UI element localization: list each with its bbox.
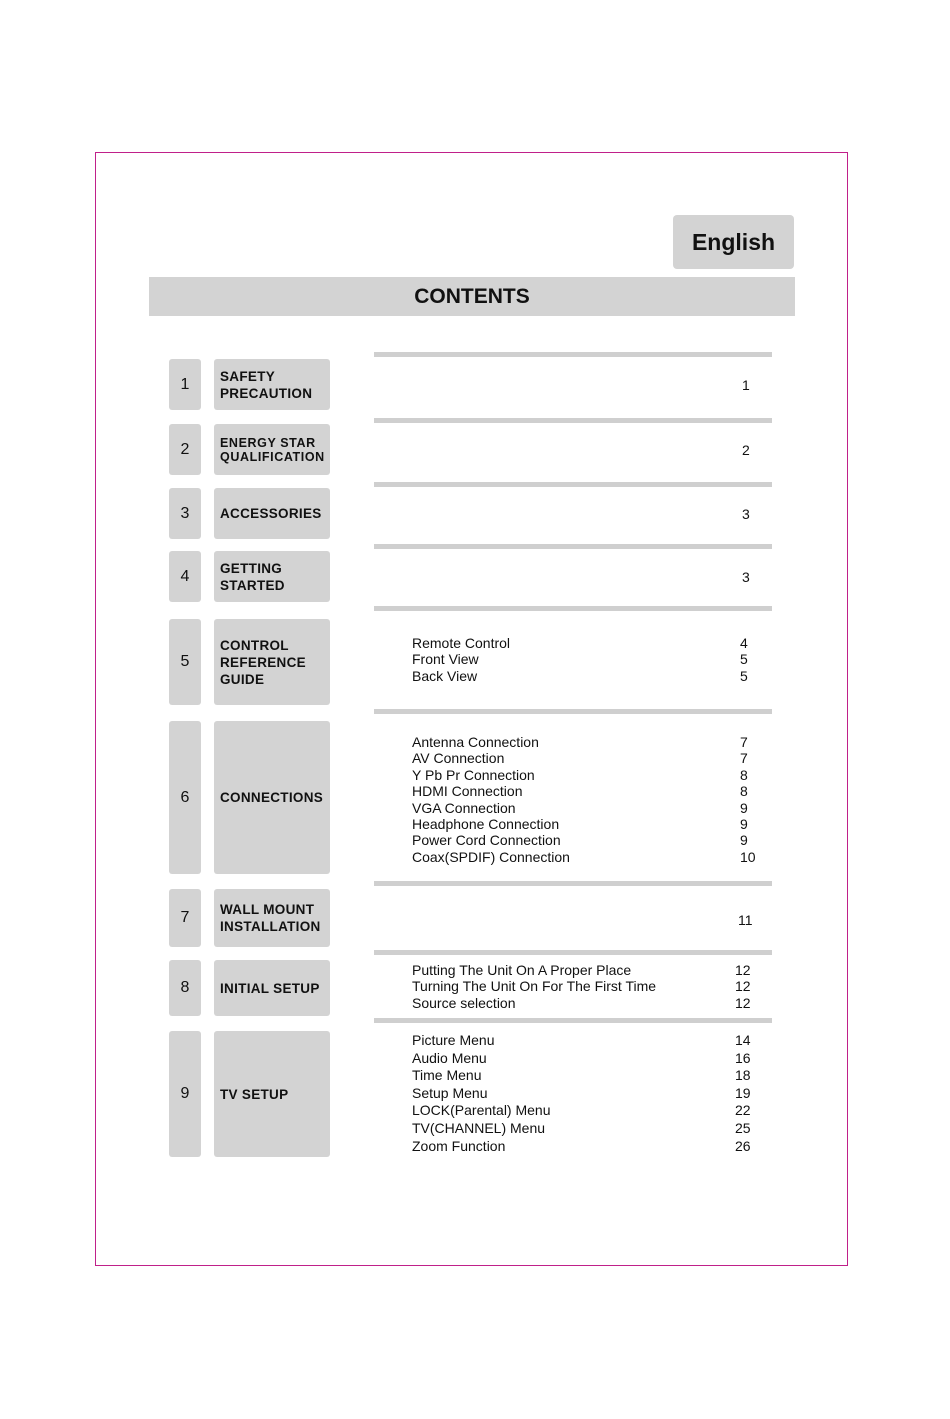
item-title: Headphone Connection: [412, 815, 560, 832]
toc-item[interactable]: [412, 651, 762, 667]
item-title: Power Cord Connection: [412, 832, 561, 849]
page-number: 12: [735, 978, 751, 995]
item-title: Front View: [412, 651, 479, 668]
section-divider: [374, 1018, 772, 1023]
toc-item[interactable]: [412, 849, 762, 865]
page-number: 9: [740, 815, 748, 832]
toc-section-7[interactable]: [0, 889, 950, 947]
item-title: Audio Menu: [412, 1049, 487, 1066]
item-title: Y Pb Pr Connection: [412, 766, 535, 783]
section-label: GETTING STARTED: [214, 551, 330, 602]
item-title: Setup Menu: [412, 1084, 488, 1101]
page-number: 5: [740, 667, 748, 684]
toc-section-3[interactable]: [0, 488, 950, 539]
toc-item-list: [412, 1032, 762, 1155]
page-number: 25: [735, 1119, 751, 1136]
toc-item[interactable]: [412, 1085, 762, 1103]
page-number: 4: [740, 635, 748, 651]
section-number: 3: [169, 488, 201, 539]
page-number[interactable]: 2: [742, 442, 750, 458]
item-title: Source selection: [412, 994, 516, 1011]
toc-item[interactable]: [412, 1067, 762, 1085]
page-number: 22: [735, 1102, 751, 1119]
toc-item[interactable]: [412, 783, 762, 799]
item-title: Coax(SPDIF) Connection: [412, 848, 570, 865]
section-divider: [374, 709, 772, 714]
section-number: 7: [169, 889, 201, 947]
section-number: 1: [169, 359, 201, 410]
page-number[interactable]: 11: [738, 912, 753, 928]
toc-section-4[interactable]: [0, 551, 950, 602]
page-number: 8: [740, 783, 748, 800]
toc-item[interactable]: [412, 816, 762, 832]
toc-item[interactable]: [412, 668, 762, 684]
page-number: 7: [740, 734, 748, 750]
section-divider: [374, 352, 772, 357]
item-title: Turning The Unit On For The First Time: [412, 978, 657, 995]
toc-section-1[interactable]: [0, 359, 950, 410]
toc-item[interactable]: [412, 995, 762, 1011]
page-number: 5: [740, 651, 748, 668]
item-title: Antenna Connection: [412, 734, 539, 750]
section-divider: [374, 606, 772, 611]
item-title: HDMI Connection: [412, 783, 523, 800]
section-label: INITIAL SETUP: [214, 960, 330, 1016]
toc-item-list: [412, 635, 762, 684]
section-label: ACCESSORIES: [214, 488, 330, 539]
page-number[interactable]: 3: [742, 569, 750, 585]
toc-item[interactable]: [412, 750, 762, 766]
toc-item[interactable]: [412, 635, 762, 651]
toc-item[interactable]: [412, 800, 762, 816]
section-number: 8: [169, 960, 201, 1016]
page-number: 8: [740, 766, 748, 783]
toc-item[interactable]: [412, 767, 762, 783]
page-number: 7: [740, 750, 748, 767]
language-tab: English: [673, 215, 794, 269]
page-number[interactable]: 3: [742, 506, 750, 522]
section-number: 4: [169, 551, 201, 602]
section-label: WALL MOUNT INSTALLATION: [214, 889, 330, 947]
item-title: Remote Control: [412, 635, 511, 651]
section-divider: [374, 544, 772, 549]
section-number: 9: [169, 1031, 201, 1157]
section-number: 6: [169, 721, 201, 874]
page-number: 14: [735, 1032, 751, 1048]
item-title: Picture Menu: [412, 1032, 495, 1048]
page-number: 12: [735, 962, 751, 978]
page-number: 16: [735, 1049, 751, 1066]
page-number: 18: [735, 1067, 751, 1084]
contents-title: CONTENTS: [149, 277, 795, 316]
page-number: 9: [740, 799, 748, 816]
section-label: CONTROL REFERENCE GUIDE: [214, 619, 330, 705]
toc-item[interactable]: [412, 962, 762, 978]
page-number: 26: [735, 1137, 751, 1154]
toc-item[interactable]: [412, 1050, 762, 1068]
toc-item[interactable]: [412, 1120, 762, 1138]
section-divider: [374, 950, 772, 955]
page-number: 19: [735, 1084, 751, 1101]
page-number: 10: [740, 848, 756, 865]
section-divider: [374, 482, 772, 487]
item-title: VGA Connection: [412, 799, 516, 816]
section-label: SAFETY PRECAUTION: [214, 359, 330, 410]
item-title: TV(CHANNEL) Menu: [412, 1119, 546, 1136]
section-divider: [374, 881, 772, 886]
toc-item-list: [412, 962, 762, 1011]
page-number[interactable]: 1: [742, 377, 750, 393]
item-title: Putting The Unit On A Proper Place: [412, 962, 632, 978]
toc-item[interactable]: [412, 1138, 762, 1156]
toc-item[interactable]: [412, 978, 762, 994]
item-title: LOCK(Parental) Menu: [412, 1102, 551, 1119]
section-number: 5: [169, 619, 201, 705]
toc-item[interactable]: [412, 1032, 762, 1050]
section-label: ENERGY STAR QUALIFICATION: [214, 424, 330, 475]
section-divider: [374, 418, 772, 423]
toc-item-list: [412, 734, 762, 865]
page-number: 12: [735, 994, 751, 1011]
item-title: Time Menu: [412, 1067, 482, 1084]
section-label: TV SETUP: [214, 1031, 330, 1157]
section-label: CONNECTIONS: [214, 721, 330, 874]
item-title: Back View: [412, 667, 478, 684]
item-title: Zoom Function: [412, 1137, 506, 1154]
section-number: 2: [169, 424, 201, 475]
item-title: AV Connection: [412, 750, 505, 767]
toc-item[interactable]: [412, 734, 762, 750]
page-number: 9: [740, 832, 748, 849]
toc-item[interactable]: [412, 832, 762, 848]
toc-section-2[interactable]: [0, 424, 950, 475]
toc-item[interactable]: [412, 1102, 762, 1120]
